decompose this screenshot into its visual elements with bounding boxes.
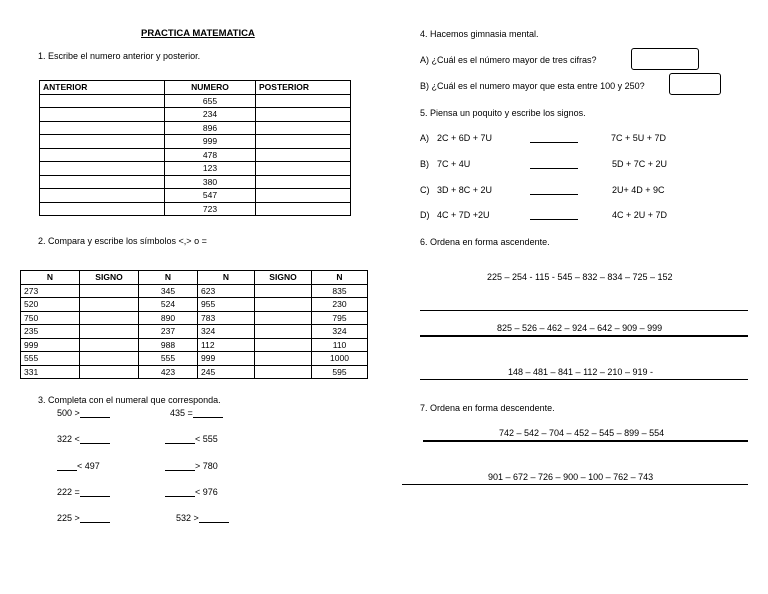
n-cell: 245 [198, 365, 255, 379]
numero-cell: 999 [165, 135, 256, 149]
q6-answer-line-1[interactable] [420, 310, 748, 311]
q5-answer-line[interactable] [530, 219, 578, 220]
answer-box-4a[interactable] [631, 48, 699, 70]
n-cell: 835 [312, 284, 368, 298]
q3-item-right: 532 > [176, 513, 229, 523]
posterior-cell[interactable] [256, 135, 351, 149]
anterior-cell[interactable] [40, 148, 165, 162]
q5-right-expr: 5D + 7C + 2U [612, 159, 668, 169]
posterior-cell[interactable] [256, 175, 351, 189]
anterior-posterior-table [39, 80, 351, 216]
anterior-cell[interactable] [40, 135, 165, 149]
n-cell: 237 [139, 325, 198, 339]
numero-cell: 723 [165, 202, 256, 216]
table-row [21, 365, 368, 379]
header-anterior: ANTERIOR [40, 81, 165, 95]
table-row [40, 94, 351, 108]
n-cell: 324 [198, 325, 255, 339]
q7-sequence-2: 901 – 672 – 726 – 900 – 100 – 762 – 743 [488, 472, 654, 482]
n-cell: 345 [139, 284, 198, 298]
numero-cell: 380 [165, 175, 256, 189]
q3-item-left: 500 > [57, 408, 110, 418]
q6-answer-line-2[interactable] [420, 335, 748, 337]
q6-answer-line-3[interactable] [420, 379, 748, 380]
n-cell: 1000 [312, 352, 368, 366]
n-cell: 750 [21, 311, 80, 325]
table-row [40, 135, 351, 149]
q3-item-left: 225 > [57, 513, 110, 523]
posterior-cell[interactable] [256, 189, 351, 203]
n-cell: 795 [312, 311, 368, 325]
q6-sequence-3: 148 – 481 – 841 – 112 – 210 – 919 - [508, 367, 653, 377]
q3-item-left: 322 < [57, 434, 110, 444]
compare-table [20, 270, 368, 379]
q5-left-expr: 7C + 4U [437, 159, 471, 169]
posterior-cell[interactable] [256, 94, 351, 108]
table-row [40, 162, 351, 176]
table-row [21, 352, 368, 366]
header-posterior: POSTERIOR [256, 81, 351, 95]
table-row [21, 325, 368, 339]
q5-left-expr: 3D + 8C + 2U [437, 185, 493, 195]
q6-sequence-1: 225 – 254 - 115 - 545 – 832 – 834 – 725 – 152 [487, 272, 673, 282]
n-cell: 988 [139, 338, 198, 352]
signo-cell[interactable] [80, 298, 139, 312]
q5-letter: B) [420, 159, 429, 169]
n-cell: 999 [21, 338, 80, 352]
table-row [40, 108, 351, 122]
n-cell: 110 [312, 338, 368, 352]
n-cell: 112 [198, 338, 255, 352]
q5-right-expr: 4C + 2U + 7D [612, 210, 668, 220]
question-4b: B) ¿Cuál es el numero mayor que esta entre 100 y 250? [420, 81, 645, 91]
signo-cell[interactable] [255, 365, 312, 379]
question-4-label: 4. Hacemos gimnasia mental. [420, 29, 539, 39]
signo-cell[interactable] [255, 338, 312, 352]
question-2-label: 2. Compara y escribe los símbolos <,> o = [38, 236, 207, 246]
posterior-cell[interactable] [256, 148, 351, 162]
question-7-label: 7. Ordena en forma descendente. [420, 403, 555, 413]
page-title: PRACTICA MATEMATICA [141, 28, 255, 39]
n-cell: 273 [21, 284, 80, 298]
anterior-cell[interactable] [40, 108, 165, 122]
signo-cell[interactable] [255, 284, 312, 298]
q5-letter: D) [420, 210, 430, 220]
posterior-cell[interactable] [256, 108, 351, 122]
table-row [21, 338, 368, 352]
question-5-label: 5. Piensa un poquito y escribe los signos. [420, 108, 586, 118]
q6-sequence-2: 825 – 526 – 462 – 924 – 642 – 909 – 999 [497, 323, 663, 333]
n-cell: 555 [21, 352, 80, 366]
q5-answer-line[interactable] [530, 168, 578, 169]
question-1-label: 1. Escribe el numero anterior y posterior. [38, 51, 201, 61]
signo-cell[interactable] [80, 365, 139, 379]
anterior-cell[interactable] [40, 162, 165, 176]
anterior-cell[interactable] [40, 189, 165, 203]
n-cell: 555 [139, 352, 198, 366]
signo-cell[interactable] [255, 325, 312, 339]
n-cell: 235 [21, 325, 80, 339]
n-cell: 783 [198, 311, 255, 325]
q5-letter: A) [420, 133, 429, 143]
header-signo: SIGNO [255, 271, 312, 285]
numero-cell: 478 [165, 148, 256, 162]
n-cell: 999 [198, 352, 255, 366]
q5-letter: C) [420, 185, 430, 195]
question-6-label: 6. Ordena en forma ascendente. [420, 237, 550, 247]
signo-cell[interactable] [255, 298, 312, 312]
numero-cell: 123 [165, 162, 256, 176]
anterior-cell[interactable] [40, 202, 165, 216]
table-row [40, 189, 351, 203]
n-cell: 230 [312, 298, 368, 312]
q5-left-expr: 2C + 6D + 7U [437, 133, 493, 143]
n-cell: 524 [139, 298, 198, 312]
signo-cell[interactable] [255, 352, 312, 366]
signo-cell[interactable] [255, 311, 312, 325]
numero-cell: 896 [165, 121, 256, 135]
anterior-cell[interactable] [40, 94, 165, 108]
table-header-row [40, 81, 351, 95]
numero-cell: 655 [165, 94, 256, 108]
posterior-cell[interactable] [256, 121, 351, 135]
q5-right-expr: 7C + 5U + 7D [611, 133, 667, 143]
header-n: N [139, 271, 198, 285]
posterior-cell[interactable] [256, 162, 351, 176]
table-row [21, 298, 368, 312]
question-4a: A) ¿Cuál es el número mayor de tres cifras? [420, 55, 597, 65]
q5-answer-line[interactable] [530, 194, 578, 195]
n-cell: 955 [198, 298, 255, 312]
question-3-label: 3. Completa con el numeral que corresponda. [38, 395, 221, 405]
q7-answer-line-1[interactable] [423, 440, 748, 442]
header-n: N [198, 271, 255, 285]
numero-cell: 234 [165, 108, 256, 122]
q3-item-right: < 976 [165, 487, 218, 497]
answer-box-4b[interactable] [669, 73, 721, 95]
q5-answer-line[interactable] [530, 142, 578, 143]
n-cell: 331 [21, 365, 80, 379]
table-header-row [21, 271, 368, 285]
n-cell: 623 [198, 284, 255, 298]
table-row [40, 202, 351, 216]
n-cell: 595 [312, 365, 368, 379]
n-cell: 520 [21, 298, 80, 312]
table-row [40, 175, 351, 189]
signo-cell[interactable] [80, 338, 139, 352]
n-cell: 890 [139, 311, 198, 325]
q3-item-right: 435 = [170, 408, 223, 418]
n-cell: 324 [312, 325, 368, 339]
anterior-cell[interactable] [40, 121, 165, 135]
table-row [21, 311, 368, 325]
anterior-cell[interactable] [40, 175, 165, 189]
numero-cell: 547 [165, 189, 256, 203]
q3-item-right: > 780 [165, 461, 218, 471]
signo-cell[interactable] [80, 284, 139, 298]
header-signo: SIGNO [80, 271, 139, 285]
table-row [40, 148, 351, 162]
posterior-cell[interactable] [256, 202, 351, 216]
signo-cell[interactable] [80, 311, 139, 325]
q3-item-left: < 497 [57, 461, 100, 471]
q3-item-right: < 555 [165, 434, 218, 444]
table-row [21, 284, 368, 298]
q5-right-expr: 2U+ 4D + 9C [612, 185, 665, 195]
table-row [40, 121, 351, 135]
q5-left-expr: 4C + 7D +2U [437, 210, 490, 220]
header-numero: NUMERO [165, 81, 256, 95]
q7-answer-line-2[interactable] [402, 484, 748, 485]
n-cell: 423 [139, 365, 198, 379]
q7-sequence-1: 742 – 542 – 704 – 452 – 545 – 899 – 554 [499, 428, 665, 438]
header-n: N [312, 271, 368, 285]
signo-cell[interactable] [80, 352, 139, 366]
signo-cell[interactable] [80, 325, 139, 339]
q3-item-left: 222 = [57, 487, 110, 497]
header-n: N [21, 271, 80, 285]
